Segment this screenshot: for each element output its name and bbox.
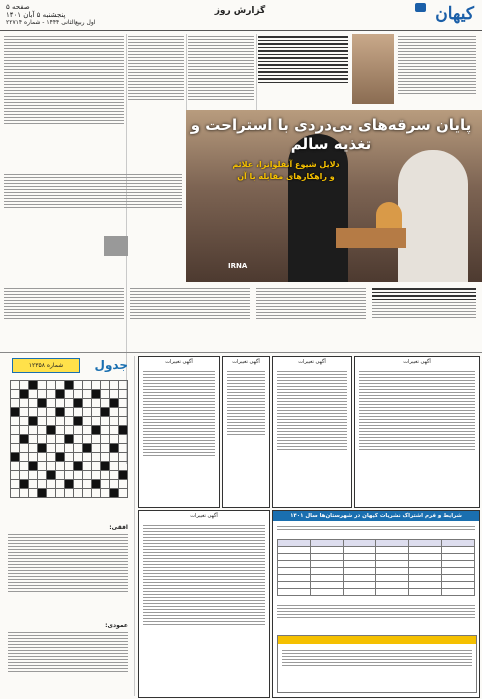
page-number: صفحه ۵ bbox=[6, 3, 30, 11]
section-rule bbox=[0, 352, 482, 353]
top-photo bbox=[352, 34, 394, 104]
clues-vertical-label: عمودی: bbox=[105, 622, 128, 629]
puzzle-rule bbox=[134, 356, 135, 696]
ad-box-5 bbox=[138, 510, 270, 698]
photo-credit: IRNA bbox=[228, 262, 248, 270]
subscription-notes bbox=[277, 603, 475, 631]
masthead-rule bbox=[0, 30, 482, 31]
lower-article-col-4 bbox=[372, 286, 476, 346]
mid-inset-photo bbox=[104, 236, 128, 256]
ad-box-2 bbox=[222, 356, 270, 508]
column-2 bbox=[128, 34, 184, 304]
column-rule bbox=[256, 34, 257, 114]
lower-article-col-2 bbox=[130, 286, 250, 346]
puzzle-number: شماره ۱۲۳۵۸ bbox=[12, 358, 80, 373]
subscription-form-fields bbox=[282, 648, 472, 688]
subscription-intro bbox=[277, 524, 475, 536]
ad-box-1 bbox=[138, 356, 220, 508]
ad-box-title: آگهی تغییرات bbox=[165, 359, 193, 365]
section-title: گزارش روز bbox=[214, 6, 266, 16]
logo-mark-icon bbox=[415, 3, 426, 12]
clues-horizontal-label: افقی: bbox=[109, 524, 128, 531]
issue-line: اول ربیع‌الثانی ۱۴۴۴ - شماره ۲۲۷۱۴ bbox=[6, 19, 96, 26]
ad-box-body bbox=[227, 369, 265, 503]
subscription-form[interactable] bbox=[277, 635, 477, 693]
subscription-box bbox=[272, 510, 480, 698]
top-right-column bbox=[398, 34, 476, 114]
lower-article-col-1 bbox=[4, 286, 124, 346]
logo: کیهان bbox=[435, 4, 474, 24]
ad-box-body bbox=[359, 369, 475, 503]
puzzle-title: جدول bbox=[94, 358, 128, 372]
mid-left-article bbox=[4, 172, 182, 232]
ad-box-title: آگهی تغییرات bbox=[298, 359, 326, 365]
masthead bbox=[0, 0, 482, 30]
lead-subhead-2: و راهکارهای مقابله با آن bbox=[237, 172, 335, 181]
lead-intro-column bbox=[258, 34, 348, 106]
photo-desk bbox=[336, 228, 406, 248]
photo-figure-right bbox=[398, 150, 468, 282]
ad-box-4 bbox=[354, 356, 480, 508]
lead-headline: پایان سرقه‌های بی‌دردی با استراحت و تغذیه سالم bbox=[190, 116, 472, 153]
puzzle-area bbox=[4, 356, 132, 696]
clues-horizontal bbox=[8, 532, 128, 618]
photo-figure-left bbox=[288, 134, 348, 282]
column-rule bbox=[186, 34, 187, 114]
ad-box-body bbox=[143, 523, 265, 693]
ad-box-3 bbox=[272, 356, 352, 508]
clues-vertical bbox=[8, 630, 128, 692]
lead-subhead-1: دلایل شیوع آنفلوانزا، علائم bbox=[232, 160, 340, 169]
lower-article-col-3 bbox=[256, 286, 366, 346]
ad-box-body bbox=[143, 369, 215, 503]
ad-box-body bbox=[277, 369, 347, 503]
ad-box-title: آگهی تغییرات bbox=[403, 359, 431, 365]
subscription-table bbox=[277, 539, 475, 596]
puzzle-grid[interactable] bbox=[10, 380, 128, 498]
date-line: پنجشنبه ۵ آبان ۱۴۰۱ bbox=[6, 11, 66, 19]
ad-box-title: آگهی تغییرات bbox=[232, 359, 260, 365]
column-1 bbox=[4, 34, 124, 304]
ad-box-title: آگهی تغییرات bbox=[190, 513, 218, 519]
subscription-title: شرایط و فرم اشتراک نشریات کیهان در شهرستان‌ها سال ۱۴۰۱ bbox=[273, 511, 479, 521]
